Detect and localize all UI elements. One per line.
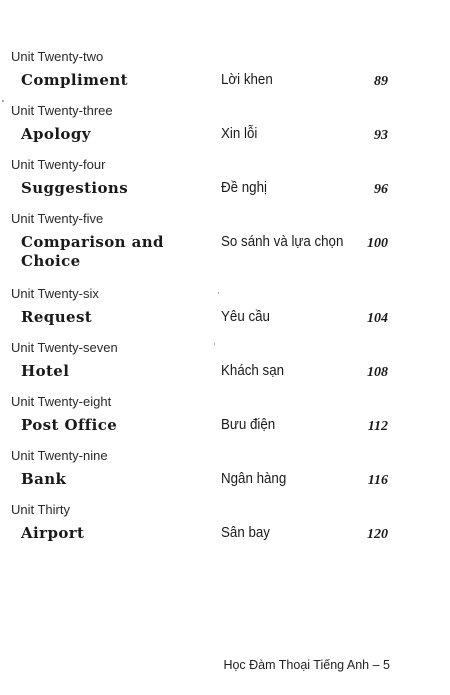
unit-title: Request — [21, 308, 93, 326]
unit-title-vietnamese: Xin lỗi — [221, 126, 258, 142]
page-number: 116 — [367, 473, 388, 488]
page-number: 89 — [374, 74, 388, 89]
unit-number: Unit Twenty-eight — [11, 394, 112, 409]
page-number: 96 — [374, 182, 388, 197]
unit-number: Unit Twenty-six — [11, 286, 99, 301]
unit-title-vietnamese: Bưu điện — [221, 417, 276, 433]
page-number: 100 — [367, 236, 388, 251]
page-number: 108 — [367, 365, 388, 380]
print-speck — [2, 100, 4, 102]
print-speck — [218, 292, 219, 294]
unit-title-vietnamese: Lời khen — [221, 72, 273, 88]
unit-title-vietnamese: Khách sạn — [221, 363, 285, 379]
unit-number: Unit Twenty-four — [11, 157, 106, 172]
unit-title-vietnamese: So sánh và lựa chọn — [221, 234, 344, 250]
unit-title: Post Office — [21, 416, 118, 434]
unit-title: Bank — [21, 470, 67, 488]
page-footer: Học Đàm Thoại Tiếng Anh – 5 — [223, 658, 390, 672]
unit-number: Unit Thirty — [11, 502, 70, 517]
page-number: 120 — [367, 527, 388, 542]
unit-title: Suggestions — [21, 179, 129, 197]
page-number: 104 — [367, 311, 388, 326]
page-number: 112 — [367, 419, 388, 434]
unit-number: Unit Twenty-two — [11, 49, 104, 64]
unit-title: Comparison and Choice — [21, 233, 164, 270]
print-speck — [214, 343, 215, 345]
unit-title-vietnamese: Ngân hàng — [221, 471, 287, 487]
unit-number: Unit Twenty-nine — [11, 448, 108, 463]
page-number: 93 — [374, 128, 388, 143]
unit-title-vietnamese: Đề nghị — [221, 180, 267, 196]
unit-number: Unit Twenty-seven — [11, 340, 118, 355]
unit-title-vietnamese: Sân bay — [221, 525, 270, 541]
unit-title: Compliment — [21, 71, 128, 89]
unit-number: Unit Twenty-five — [11, 211, 104, 226]
unit-number: Unit Twenty-three — [11, 103, 113, 118]
unit-title: Airport — [21, 524, 85, 542]
unit-title: Hotel — [21, 362, 70, 380]
unit-title: Apology — [21, 125, 91, 143]
unit-title-vietnamese: Yêu cầu — [221, 309, 270, 325]
